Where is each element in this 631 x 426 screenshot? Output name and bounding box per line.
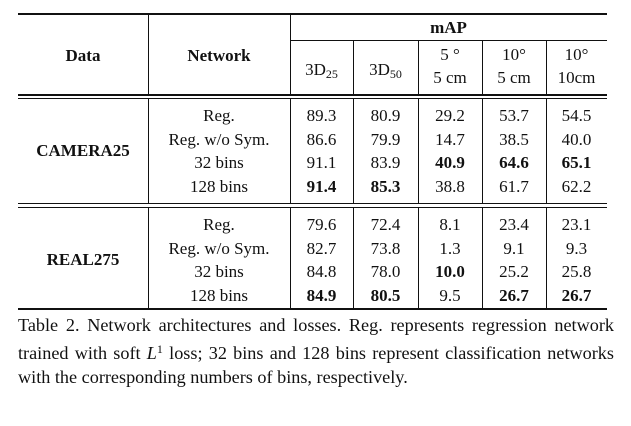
header-data: Data bbox=[65, 46, 101, 65]
header-map: mAP bbox=[430, 18, 467, 37]
row-value: 9.1 bbox=[503, 238, 525, 258]
header-metric-line1: 10° bbox=[502, 45, 526, 64]
row-value: 53.7 bbox=[499, 106, 529, 125]
group-name: CAMERA25 bbox=[36, 141, 130, 161]
row-value: 10.0 bbox=[435, 262, 465, 281]
caption-text-1: Table 2. Network architectures and losses. Reg. represents regression network trained with soft bbox=[18, 315, 614, 363]
row-value: 62.2 bbox=[561, 176, 592, 196]
row-value: 91.1 bbox=[306, 153, 337, 172]
row-network: 128 bins bbox=[189, 285, 249, 305]
row-value: 65.1 bbox=[561, 153, 592, 172]
row-value: 80.5 bbox=[370, 285, 401, 305]
header-metric-sub: 25 bbox=[325, 67, 338, 81]
row-value: 9.3 bbox=[565, 238, 588, 258]
row-value: 79.9 bbox=[370, 129, 401, 149]
row-value: 26.7 bbox=[499, 285, 529, 305]
top-rule bbox=[18, 13, 607, 15]
row-value: 78.0 bbox=[370, 262, 401, 281]
row-network: Reg. w/o Sym. bbox=[168, 129, 270, 149]
group-name: REAL275 bbox=[46, 250, 120, 270]
row-value: 38.5 bbox=[499, 129, 529, 149]
row-network: Reg. bbox=[203, 215, 235, 234]
header-metric bbox=[353, 60, 418, 84]
row-value: 91.4 bbox=[306, 176, 337, 196]
row-value: 64.6 bbox=[499, 153, 529, 172]
row-value: 73.8 bbox=[370, 238, 401, 258]
header-metric-sub: 50 bbox=[389, 67, 402, 81]
row-network: Reg. w/o Sym. bbox=[168, 238, 270, 258]
row-value: 40.9 bbox=[435, 153, 465, 172]
header-metric bbox=[290, 60, 353, 84]
row-value: 25.2 bbox=[499, 262, 529, 281]
row-value: 1.3 bbox=[439, 238, 461, 258]
row-value: 85.3 bbox=[370, 176, 401, 196]
row-network: 128 bins bbox=[189, 176, 249, 196]
row-value: 61.7 bbox=[499, 176, 529, 196]
row-network: 32 bins bbox=[194, 262, 244, 281]
header-metric-line2: 10cm bbox=[557, 68, 596, 87]
row-value: 86.6 bbox=[306, 129, 337, 149]
bottom-rule bbox=[18, 308, 607, 310]
row-value: 79.6 bbox=[306, 215, 337, 234]
row-value: 25.8 bbox=[561, 262, 592, 281]
header-metric-line2: 5 cm bbox=[497, 68, 531, 87]
row-value: 84.9 bbox=[306, 285, 337, 305]
header-metric-line2: 5 cm bbox=[433, 68, 467, 87]
caption-math-var: L bbox=[146, 343, 157, 363]
header-metric-line1: 10° bbox=[564, 45, 589, 64]
row-value: 38.8 bbox=[435, 176, 465, 196]
table-caption bbox=[18, 313, 614, 389]
row-value: 29.2 bbox=[435, 106, 465, 125]
row-value: 83.9 bbox=[370, 153, 401, 172]
row-value: 8.1 bbox=[439, 215, 461, 234]
row-value: 72.4 bbox=[370, 215, 401, 234]
row-value: 14.7 bbox=[435, 129, 465, 149]
row-value: 23.1 bbox=[561, 215, 592, 234]
caption-text-2: loss; 32 bins and 128 bins represent classification networks with the corresponding numbers of bins, respectively. bbox=[18, 343, 614, 387]
group-rule bbox=[18, 203, 607, 204]
caption-math-sup: 1 bbox=[156, 342, 163, 356]
row-value: 54.5 bbox=[561, 106, 592, 125]
row-value: 84.8 bbox=[306, 262, 337, 281]
row-value: 40.0 bbox=[561, 129, 592, 149]
row-value: 80.9 bbox=[370, 106, 401, 125]
row-value: 26.7 bbox=[561, 285, 592, 305]
header-rule-2 bbox=[18, 98, 607, 99]
header-rule bbox=[18, 94, 607, 96]
header-metric-line1: 5 ° bbox=[440, 45, 460, 64]
row-network: Reg. bbox=[203, 106, 235, 125]
header-metric-main: 3D bbox=[369, 60, 390, 79]
row-value: 23.4 bbox=[499, 215, 529, 234]
row-value: 9.5 bbox=[439, 285, 461, 305]
header-network: Network bbox=[187, 46, 251, 65]
row-value: 89.3 bbox=[306, 106, 337, 125]
group-rule-2 bbox=[18, 207, 607, 208]
header-metric-main: 3D bbox=[305, 60, 326, 79]
row-network: 32 bins bbox=[194, 153, 244, 172]
map-underline bbox=[290, 40, 607, 41]
row-value: 82.7 bbox=[306, 238, 337, 258]
